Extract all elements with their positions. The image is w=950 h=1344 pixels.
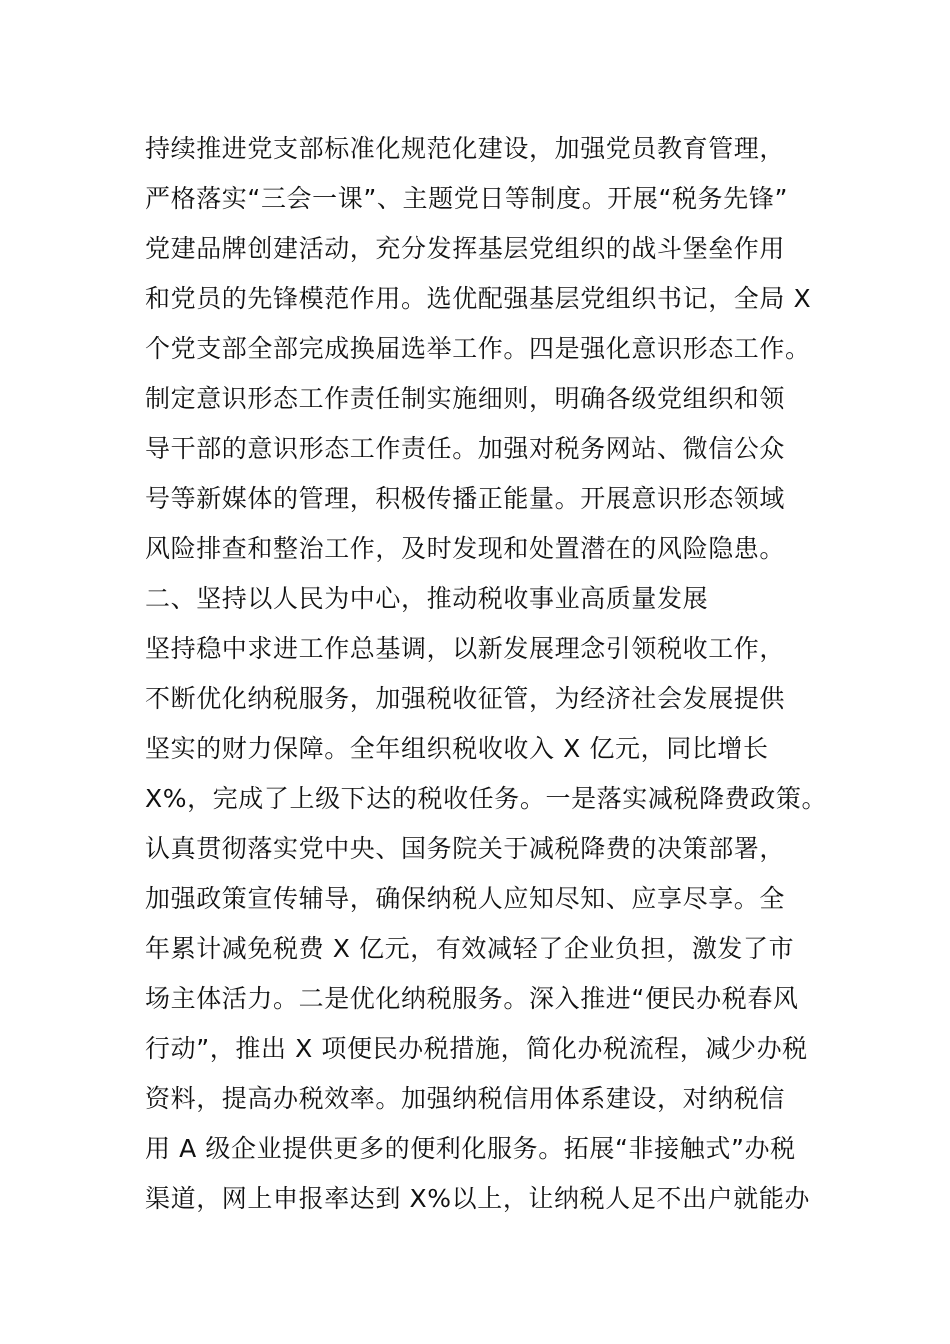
text-line: 认真贯彻落实党中央、国务院关于减税降费的决策部署，: [145, 834, 786, 863]
text-line: 场主体活力。二是优化纳税服务。深入推进“便民办税春风: [145, 984, 799, 1013]
text-line: 行动”，推出 X 项便民办税措施，简化办税流程，减少办税: [145, 1034, 808, 1063]
text-line: 个党支部全部完成换届选举工作。四是强化意识形态工作。: [145, 334, 811, 363]
text-line: 严格落实“三会一课”、主题党日等制度。开展“税务先锋”: [145, 184, 789, 213]
text-line: 持续推进党支部标准化规范化建设，加强党员教育管理，: [145, 134, 786, 163]
text-line: 坚实的财力保障。全年组织税收收入 X 亿元，同比增长: [145, 734, 769, 763]
document-body: [145, 124, 828, 1224]
text-line: 导干部的意识形态工作责任。加强对税务网站、微信公众: [145, 434, 786, 463]
text-line: 用 A 级企业提供更多的便利化服务。拓展“非接触式”办税: [145, 1134, 796, 1163]
text-line: 和党员的先锋模范作用。选优配强基层党组织书记，全局 X: [145, 284, 812, 313]
text-line: 制定意识形态工作责任制实施细则，明确各级党组织和领: [145, 384, 786, 413]
text-line: 加强政策宣传辅导，确保纳税人应知尽知、应享尽享。全: [145, 884, 786, 913]
text-line: 渠道，网上申报率达到 X%以上，让纳税人足不出户就能办: [145, 1184, 811, 1213]
text-line: X%，完成了上级下达的税收任务。一是落实减税降费政策。: [145, 784, 828, 813]
text-line: 坚持稳中求进工作总基调，以新发展理念引领税收工作，: [145, 634, 786, 663]
text-line: 不断优化纳税服务，加强税收征管，为经济社会发展提供: [145, 684, 786, 713]
text-line: 年累计减免税费 X 亿元，有效减轻了企业负担，激发了市: [145, 934, 795, 963]
section-heading: 二、坚持以人民为中心，推动税收事业高质量发展: [145, 584, 709, 613]
text-line: 资料，提高办税效率。加强纳税信用体系建设，对纳税信: [145, 1084, 786, 1113]
text-line: 风险排查和整治工作，及时发现和处置潜在的风险隐患。: [145, 534, 786, 563]
text-line: 党建品牌创建活动，充分发挥基层党组织的战斗堡垒作用: [145, 234, 786, 263]
text-line: 号等新媒体的管理，积极传播正能量。开展意识形态领域: [145, 484, 786, 513]
